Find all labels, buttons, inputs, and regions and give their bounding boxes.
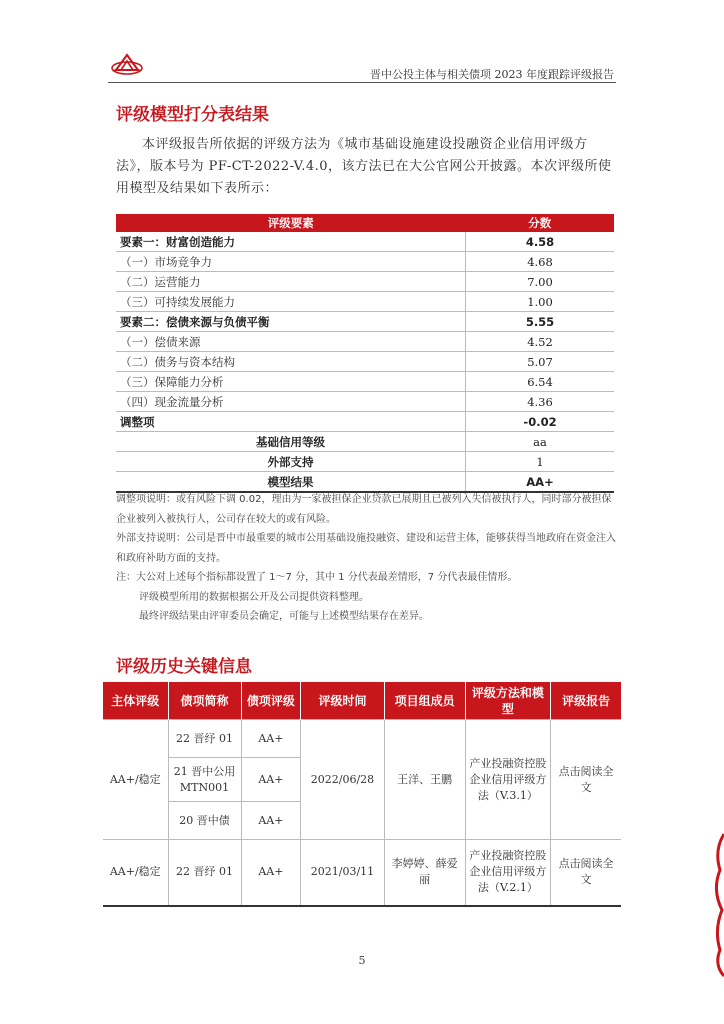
table-row: [103, 840, 621, 906]
score-label: 要素一：财富创造能力: [116, 232, 466, 252]
bond-name: 20 晋中债: [168, 802, 241, 840]
table-row: [116, 292, 614, 312]
bond-rating: AA+: [241, 840, 301, 906]
read-full-report-link[interactable]: 点击阅读全文: [551, 720, 621, 840]
score-label: 调整项: [116, 412, 466, 432]
rating-method: 产业投融资控股企业信用评级方法（V.2.1）: [465, 840, 551, 906]
subject-rating: AA+/稳定: [103, 720, 168, 840]
page-number: 5: [358, 954, 366, 967]
score-header-factor: 评级要素: [116, 214, 466, 232]
score-label: （四）现金流量分析: [116, 392, 466, 412]
dagong-logo-icon: [110, 52, 144, 76]
read-full-report-link[interactable]: 点击阅读全文: [551, 840, 621, 906]
score-header-score: 分数: [466, 214, 615, 232]
table-row: [116, 312, 614, 332]
hist-header-subject-rating: 主体评级: [103, 682, 168, 720]
score-value: aa: [466, 432, 615, 452]
rating-date: 2021/03/11: [301, 840, 384, 906]
score-value: 4.36: [466, 392, 615, 412]
hist-header-bond-name: 债项简称: [168, 682, 241, 720]
note-scale: 注：大公对上述每个指标都设置了 1～7 分，其中 1 分代表最差情形，7 分代表最佳情形。: [116, 572, 518, 583]
hist-header-team: 项目组成员: [384, 682, 465, 720]
intro-paragraph: 本评级报告所依据的评级方法为《城市基础设施建设投融资企业信用评级方法》，版本号为 PF-CT-2022-V.4.0，该方法已在大公官网公开披露。本次评级所使用模型及结果如下表所示：: [116, 137, 612, 196]
hist-header-method: 评级方法和模型: [465, 682, 551, 720]
table-row: [116, 232, 614, 252]
score-label: （一）偿债来源: [116, 332, 466, 352]
subject-rating: AA+/稳定: [103, 840, 168, 906]
team-members: 李婷婷、薛爱丽: [384, 840, 465, 906]
score-label: 基础信用等级: [116, 432, 466, 452]
table-row: [116, 332, 614, 352]
score-value: 7.00: [466, 272, 615, 292]
hist-header-rating-date: 评级时间: [301, 682, 384, 720]
score-value: -0.02: [466, 412, 615, 432]
header-divider: [108, 82, 616, 83]
notes-block: [116, 490, 616, 627]
note-external-support: 外部支持说明：公司是晋中市最重要的城市公用基础设施投融资、建设和运营主体，能够获得当地政府在资金注入和政府补助方面的支持。: [116, 533, 616, 564]
score-label: （三）保障能力分析: [116, 372, 466, 392]
rating-method: 产业投融资控股企业信用评级方法（V.3.1）: [465, 720, 551, 840]
team-members: 王洋、王鹏: [384, 720, 465, 840]
rating-history-table: [103, 682, 621, 907]
hist-header-bond-rating: 债项评级: [241, 682, 301, 720]
bond-rating: AA+: [241, 758, 301, 802]
score-value: 4.52: [466, 332, 615, 352]
score-value: 5.07: [466, 352, 615, 372]
bond-name: 22 晋纾 01: [168, 720, 241, 758]
section-title-model-score: 评级模型打分表结果: [116, 105, 269, 125]
score-label: 外部支持: [116, 452, 466, 472]
rating-date: 2022/06/28: [301, 720, 384, 840]
score-label: （三）可持续发展能力: [116, 292, 466, 312]
header-title: 晋中公投主体与相关债项 2023 年度跟踪评级报告: [370, 68, 614, 81]
score-value: 4.58: [466, 232, 615, 252]
hist-header-report: 评级报告: [551, 682, 621, 720]
score-value: 5.55: [466, 312, 615, 332]
note-adjustment: 调整项说明：或有风险下调 0.02，理由为一家被担保企业贷款已展期且已被列入失信被执行人，同时部分被担保企业被列入被执行人，公司存在较大的或有风险。: [116, 494, 612, 525]
table-row: [116, 252, 614, 272]
bond-name: 22 晋纾 01: [168, 840, 241, 906]
score-value: 1: [466, 452, 615, 472]
score-label: 要素二：偿债来源与负债平衡: [116, 312, 466, 332]
table-row: [103, 720, 621, 758]
table-row: [116, 472, 614, 493]
table-row: [116, 452, 614, 472]
table-row: [116, 352, 614, 372]
table-row: [116, 272, 614, 292]
side-stamp-icon: [710, 830, 724, 980]
score-value: 6.54: [466, 372, 615, 392]
score-label: （二）债务与资本结构: [116, 352, 466, 372]
score-value: AA+: [466, 472, 615, 493]
note-data-source: 评级模型所用的数据根据公开及公司提供资料整理。: [139, 591, 369, 603]
score-value: 1.00: [466, 292, 615, 312]
score-table: [116, 214, 614, 493]
table-row: [116, 372, 614, 392]
bond-rating: AA+: [241, 802, 301, 840]
table-row: [116, 412, 614, 432]
table-row: [116, 392, 614, 412]
score-value: 4.68: [466, 252, 615, 272]
score-label: 模型结果: [116, 472, 466, 493]
table-row: [116, 432, 614, 452]
score-label: （二）运营能力: [116, 272, 466, 292]
bond-name: 21 晋中公用 MTN001: [168, 758, 241, 802]
note-final-result: 最终评级结果由评审委员会确定，可能与上述模型结果存在差异。: [139, 611, 429, 622]
score-label: （一）市场竞争力: [116, 252, 466, 272]
section-title-rating-history: 评级历史关键信息: [116, 657, 252, 677]
bond-rating: AA+: [241, 720, 301, 758]
